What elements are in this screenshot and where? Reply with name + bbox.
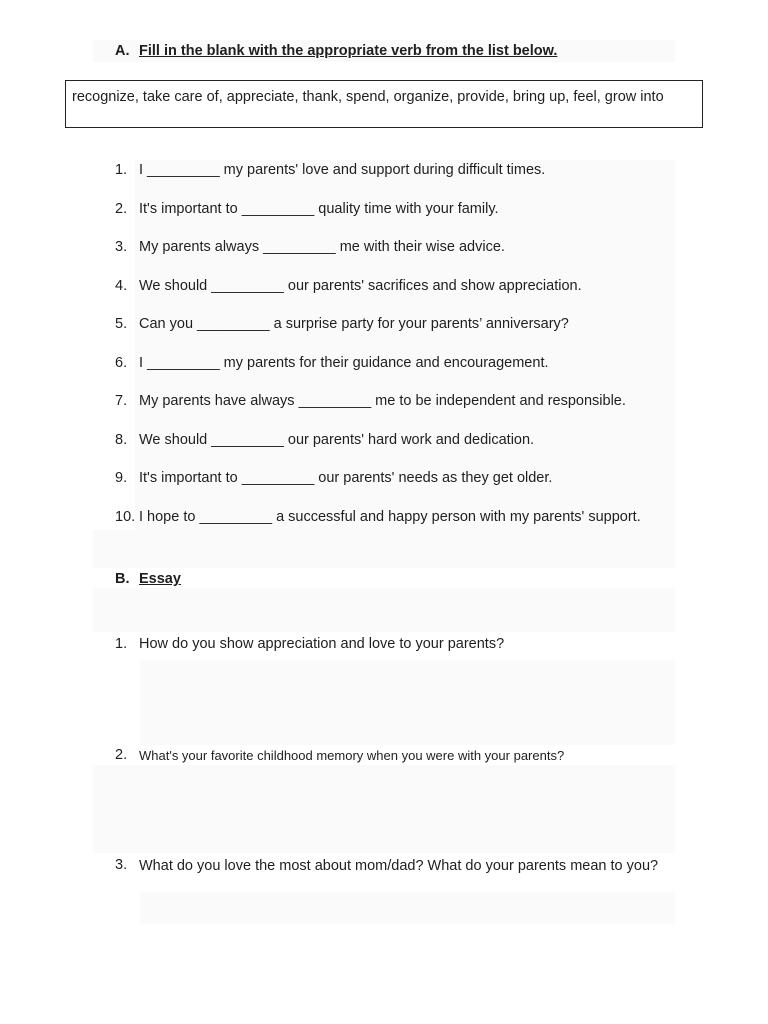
item-text: We should _________ our parents' hard work and dedication. [139,432,535,448]
section-a-heading [115,43,557,59]
fill-blank-item [115,509,641,525]
item-text: My parents have always _________ me to be independent and responsible. [139,393,626,409]
word-bank-box [65,80,703,128]
item-text: I hope to _________ a successful and happy person with my parents' support. [139,509,641,525]
item-text: My parents always _________ me with their wise advice. [139,239,505,255]
question-number: 2. [115,747,128,763]
word-bank-text: recognize, take care of, appreciate, thank, spend, organize, provide, bring up, feel, grow into [72,89,664,105]
question-text: What do you love the most about mom/dad? What do your parents mean to you? [139,858,659,874]
item-number: 10. [115,509,136,525]
fill-blank-item [115,432,534,448]
background-shade [140,660,675,745]
item-text: It's important to _________ our parents' needs as they get older. [139,470,553,486]
section-a-letter: A. [115,43,130,59]
item-number: 9. [115,470,128,486]
item-text: I _________ my parents' love and support during difficult times. [139,162,546,178]
question-number: 3. [115,857,128,873]
item-number: 4. [115,278,128,294]
item-text: We should _________ our parents' sacrifices and show appreciation. [139,278,582,294]
background-shade [93,530,675,568]
background-shade [140,892,675,924]
item-number: 2. [115,201,128,217]
fill-blank-item [115,355,549,371]
section-b-letter: B. [115,571,130,587]
item-text: It's important to _________ quality time with your family. [139,201,499,217]
section-b-title: Essay [139,571,181,587]
section-b-heading [115,571,181,587]
section-a-title: Fill in the blank with the appropriate verb from the list below. [139,43,558,59]
fill-blank-item [115,201,499,217]
fill-blank-item [115,239,505,255]
question-text: How do you show appreciation and love to your parents? [139,636,505,652]
item-number: 7. [115,393,128,409]
item-number: 8. [115,432,128,448]
item-number: 1. [115,162,128,178]
item-number: 5. [115,316,128,332]
background-shade [93,765,675,853]
item-text: Can you _________ a surprise party for your parents’ anniversary? [139,316,569,332]
background-shade [93,588,675,632]
fill-blank-item [115,470,552,486]
question-text: What's your favorite childhood memory when you were with your parents? [139,748,565,763]
item-number: 3. [115,239,128,255]
question-number: 1. [115,636,128,652]
item-number: 6. [115,355,128,371]
fill-blank-item [115,162,545,178]
fill-blank-item [115,393,626,409]
fill-blank-item [115,278,582,294]
item-text: I _________ my parents for their guidance and encouragement. [139,355,549,371]
fill-blank-item [115,316,569,332]
